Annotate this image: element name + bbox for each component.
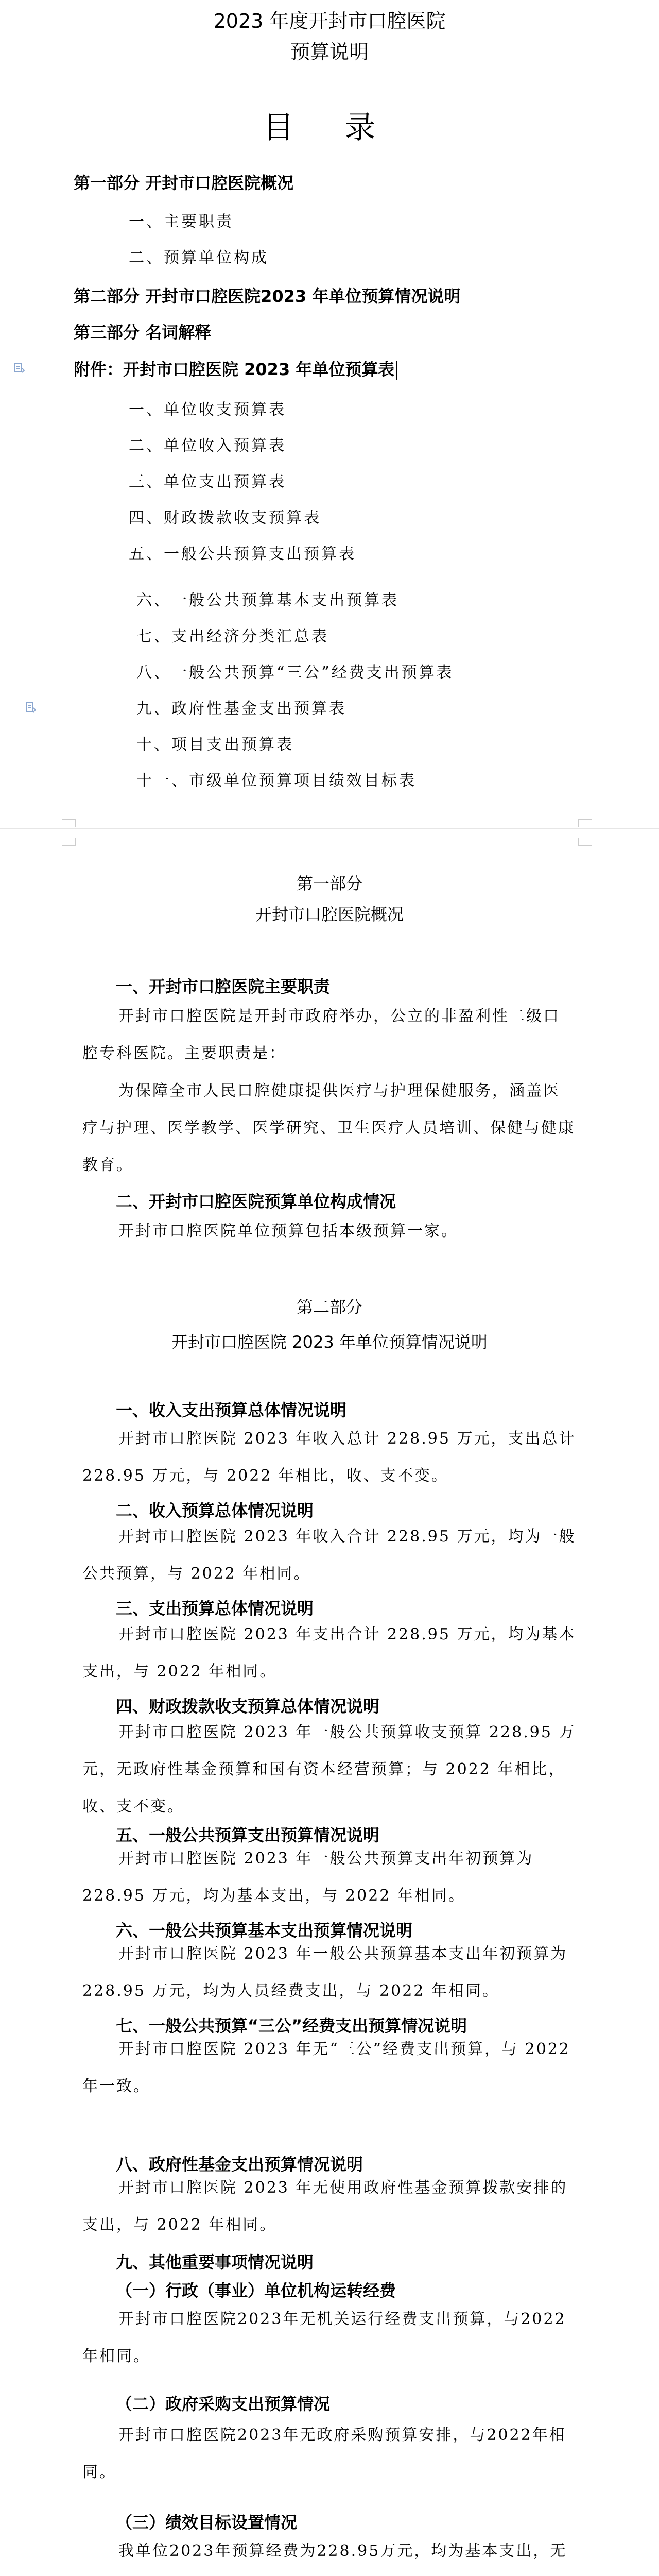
page-corner-mark (577, 818, 592, 827)
toc-appendix[interactable] (74, 357, 397, 380)
toc-appendix-item[interactable]: 十一、市级单位预算项目绩效目标表 (136, 772, 417, 790)
toc-part1-item[interactable]: 二、预算单位构成 (129, 249, 269, 267)
section-heading: 二、收入预算总体情况说明 (116, 1501, 314, 1520)
toc-appendix-item[interactable]: 十、项目支出预算表 (136, 736, 294, 754)
document-subtitle: 预算说明 (290, 41, 369, 63)
section-heading: 三、支出预算总体情况说明 (116, 1599, 314, 1618)
content-page-3 (0, 2105, 659, 2576)
section-heading: 二、开封市口腔医院预算单位构成情况 (116, 1192, 396, 1211)
paragraph: 开封市口腔医院是开封市政府举办，公立的非盈利性二级口腔专科医院。主要职责是： (82, 1007, 560, 1062)
paragraph: 开封市口腔医院 2023 年一般公共预算收支预算 228.95 万元，无政府性基金预算和国有资本经营预算；与 2022 年相比，收、支不变。 (82, 1723, 576, 1816)
toc-heading: 目 录 (263, 110, 396, 146)
toc-part1[interactable]: 第一部分 开封市口腔医院概况 (74, 173, 294, 193)
paragraph: 开封市口腔医院2023年无机关运行经费支出预算，与2022年相同。 (82, 2310, 566, 2365)
page-corner-mark (62, 838, 77, 847)
text-cursor (396, 361, 397, 380)
section-heading: 一、收入支出预算总体情况说明 (116, 1400, 347, 1420)
paragraph: 开封市口腔医院单位预算包括本级预算一家。 (118, 1222, 458, 1240)
part-one-title: 开封市口腔医院概况 (255, 905, 404, 924)
paragraph: 开封市口腔医院2023年无政府采购预算安排，与2022年相同。 (82, 2426, 566, 2481)
paragraph: 为保障全市人民口腔健康提供医疗与护理保健服务，涵盖医疗与护理、医学教学、医学研究、卫生医疗人员培训、保健与健康教育。 (82, 1082, 575, 1174)
toc-part2[interactable]: 第二部分 开封市口腔医院2023 年单位预算情况说明 (74, 286, 461, 306)
section-heading: 九、其他重要事项情况说明 (116, 2252, 314, 2272)
toc-part3[interactable]: 第三部分 名词解释 (74, 323, 212, 342)
toc-appendix-item[interactable]: 五、一般公共预算支出预算表 (129, 545, 356, 563)
toc-appendix-label: 附件：开封市口腔医院 2023 年单位预算表 (74, 360, 395, 379)
part-two-label: 第二部分 (296, 1297, 362, 1317)
toc-appendix-item[interactable]: 六、一般公共预算基本支出预算表 (136, 591, 399, 609)
section-heading: 七、一般公共预算“三公”经费支出预算情况说明 (116, 2016, 467, 2036)
section-heading: 八、政府性基金支出预算情况说明 (116, 2155, 363, 2174)
page-corner-mark (62, 818, 77, 827)
subsection-heading: （一）行政（事业）单位机构运转经费 (116, 2281, 396, 2300)
paragraph: 开封市口腔医院 2023 年一般公共预算基本支出年初预算为 228.95 万元，均为人员经费支出，与 2022 年相同。 (82, 1945, 568, 2000)
paragraph: 开封市口腔医院 2023 年无“三公”经费支出预算，与 2022 年一致。 (82, 2040, 570, 2095)
paragraph: 开封市口腔医院 2023 年无使用政府性基金预算拨款安排的支出，与 2022 年相同。 (82, 2179, 568, 2234)
document-title: 2023 年度开封市口腔医院 (213, 10, 446, 32)
part-one-label: 第一部分 (296, 874, 362, 893)
paragraph: 开封市口腔医院 2023 年一般公共预算支出年初预算为 228.95 万元，均为基本支出，与 2022 年相同。 (82, 1850, 534, 1905)
toc-appendix-item[interactable]: 二、单位收入预算表 (129, 437, 286, 455)
paragraph: 我单位2023年预算经费为228.95万元，均为基本支出，无 (118, 2542, 567, 2560)
subsection-heading: （三）绩效目标设置情况 (116, 2513, 298, 2532)
section-heading: 一、开封市口腔医院主要职责 (116, 977, 331, 996)
toc-page (0, 0, 659, 828)
toc-appendix-item[interactable]: 八、一般公共预算“三公”经费支出预算表 (136, 664, 454, 682)
content-page-2 (0, 836, 659, 2098)
subsection-heading: （二）政府采购支出预算情况 (116, 2394, 331, 2414)
section-heading: 四、财政拨款收支预算总体情况说明 (116, 1697, 380, 1716)
paragraph: 开封市口腔医院 2023 年收入总计 228.95 万元，支出总计 228.95 万元，与 2022 年相比，收、支不变。 (82, 1430, 576, 1485)
section-heading: 五、一般公共预算支出预算情况说明 (116, 1825, 380, 1845)
toc-appendix-item[interactable]: 一、单位收支预算表 (129, 401, 286, 419)
toc-appendix-item[interactable]: 四、财政拨款收支预算表 (129, 509, 321, 527)
comment-doc-icon[interactable] (13, 362, 25, 374)
section-heading: 六、一般公共预算基本支出预算情况说明 (116, 1921, 413, 1940)
toc-appendix-item[interactable]: 三、单位支出预算表 (129, 473, 286, 491)
comment-doc-icon[interactable] (25, 702, 36, 713)
part-two-title: 开封市口腔医院 2023 年单位预算情况说明 (171, 1332, 488, 1352)
toc-part1-item[interactable]: 一、主要职责 (129, 213, 234, 231)
paragraph: 开封市口腔医院 2023 年支出合计 228.95 万元，均为基本支出，与 2022 年相同。 (82, 1625, 576, 1681)
toc-appendix-item[interactable]: 七、支出经济分类汇总表 (136, 628, 329, 646)
toc-appendix-item[interactable]: 九、政府性基金支出预算表 (136, 700, 346, 718)
page-corner-mark (577, 838, 592, 847)
paragraph: 开封市口腔医院 2023 年收入合计 228.95 万元，均为一般公共预算，与 2022 年相同。 (82, 1528, 576, 1583)
